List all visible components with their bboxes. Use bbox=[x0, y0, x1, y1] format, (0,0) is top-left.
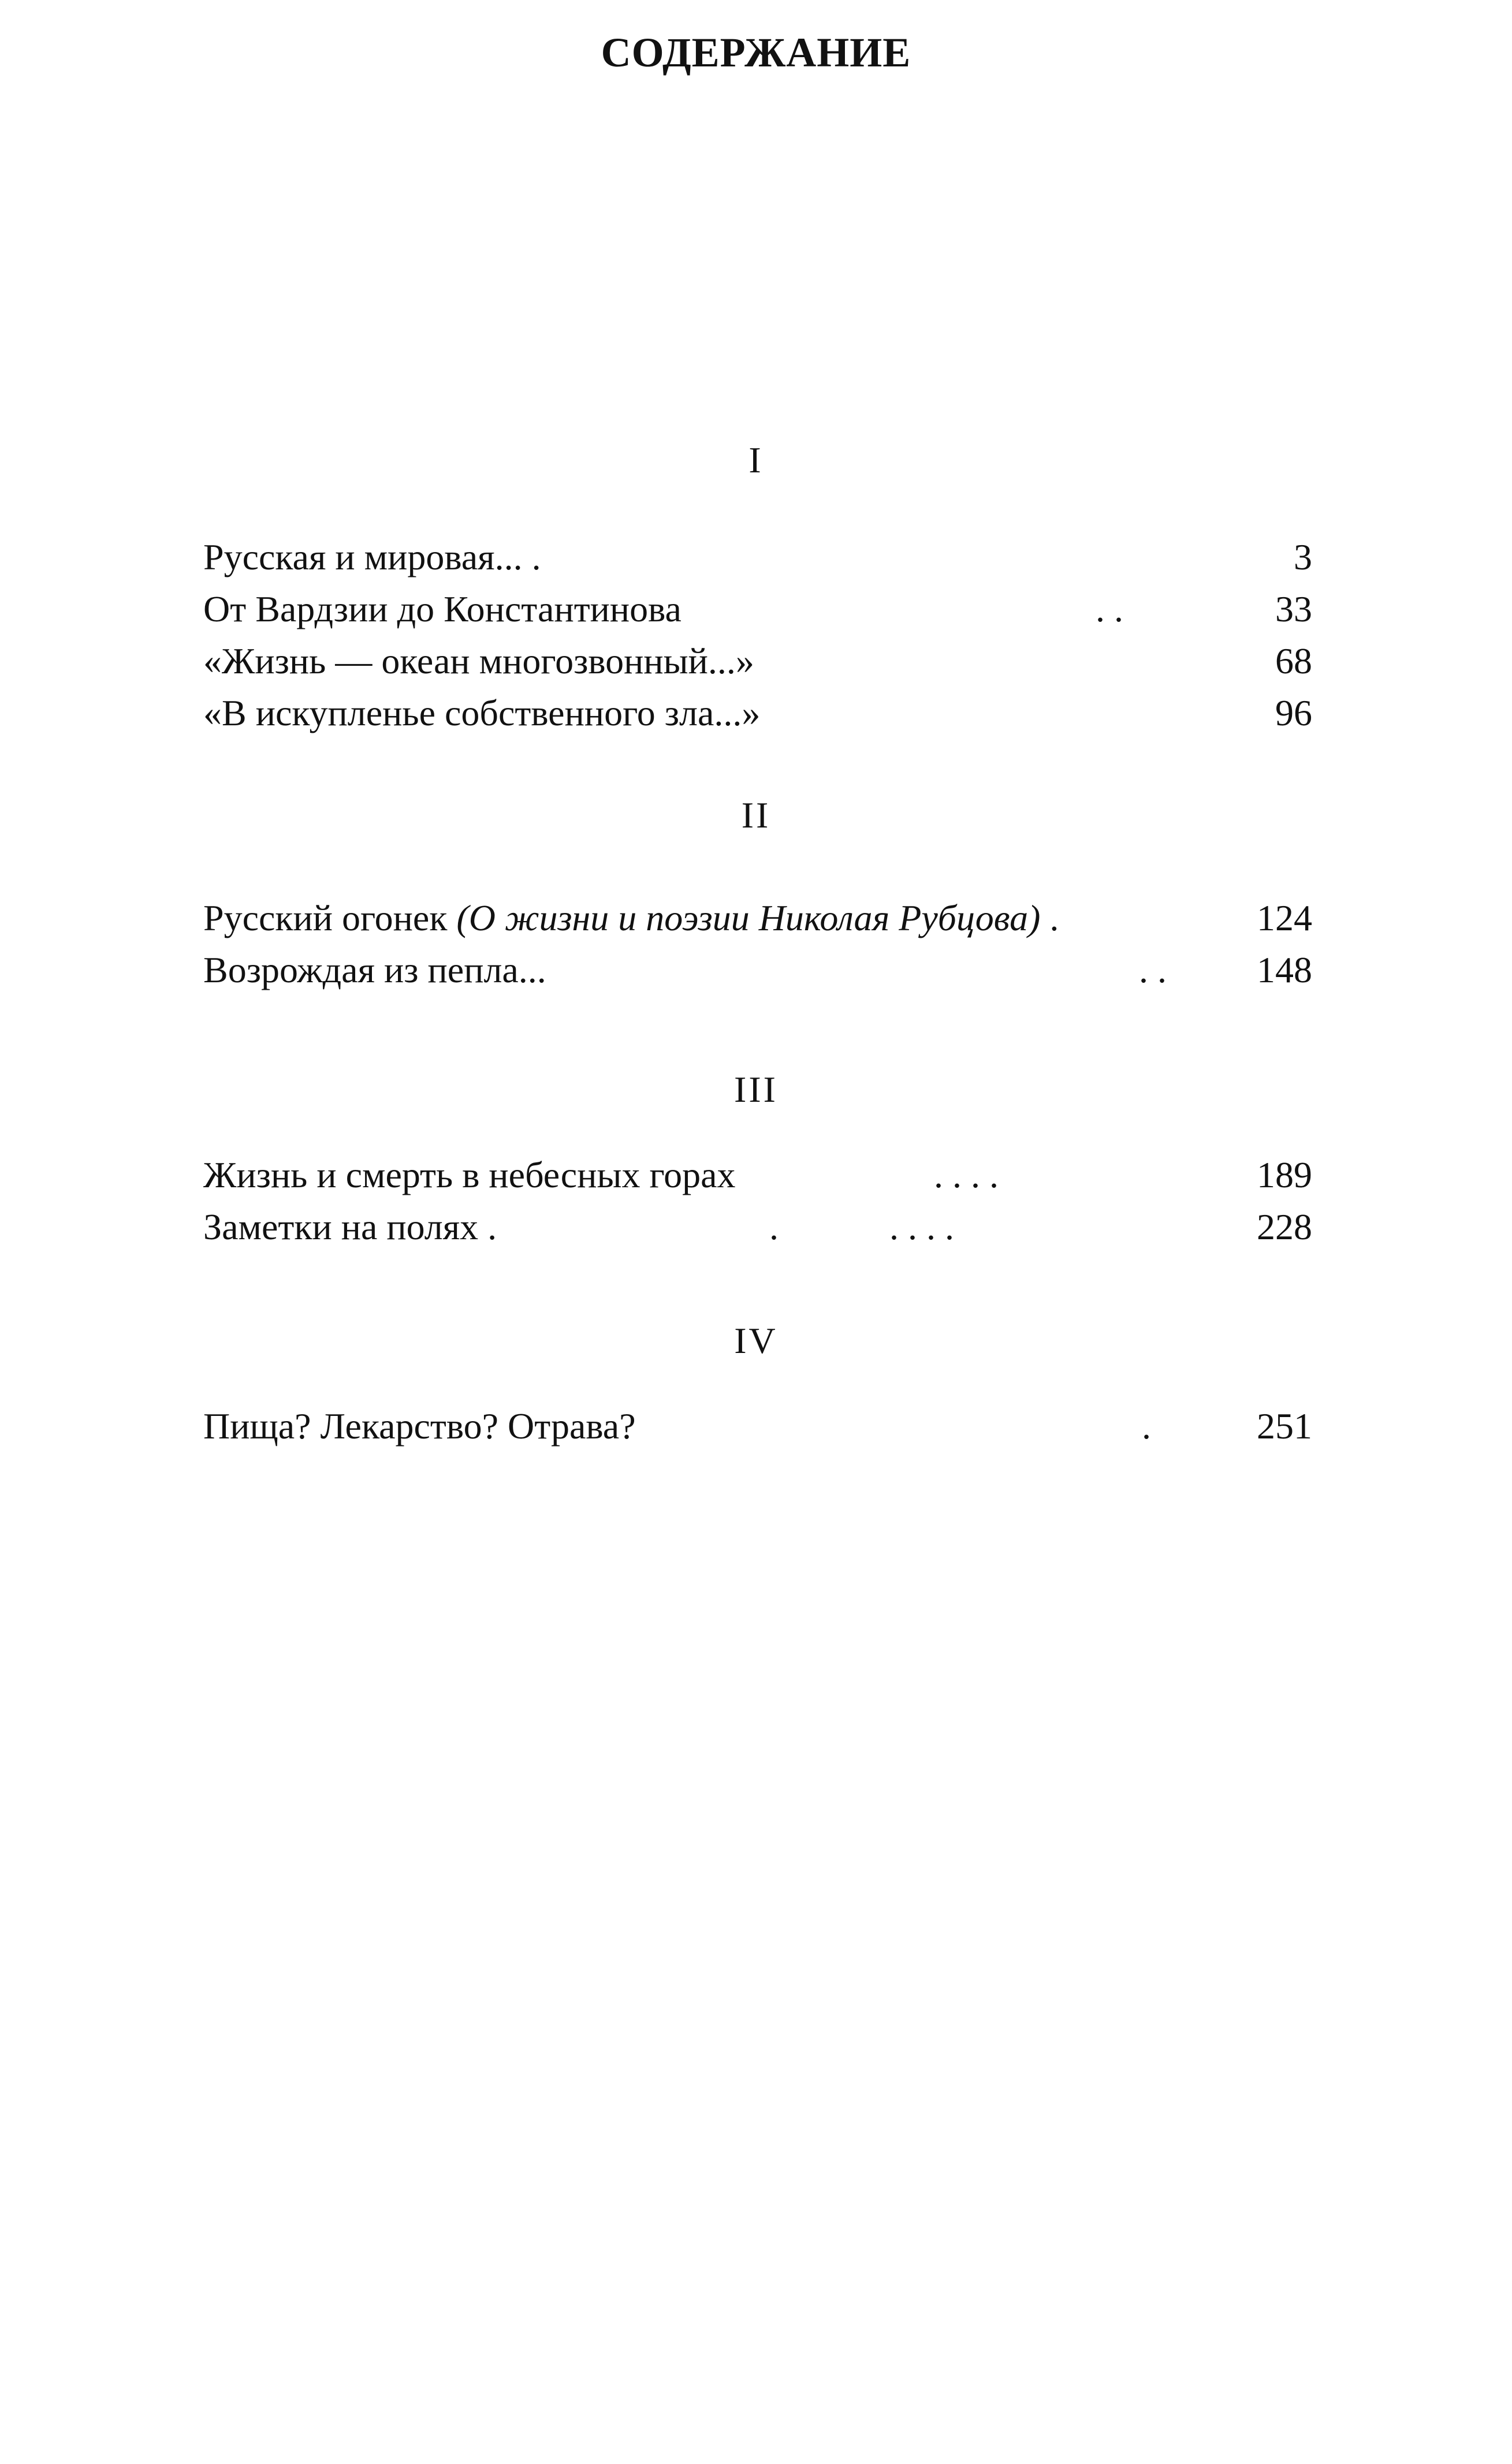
toc-entry-page: 96 bbox=[1275, 692, 1312, 733]
toc-entry-subtitle: (О жизни и поэзии Николая Рубцова) bbox=[456, 897, 1041, 938]
toc-entry-title: «В искупленье собственного зла...» bbox=[203, 692, 761, 733]
toc-entry-page: 189 bbox=[1257, 1154, 1312, 1195]
toc-entry[interactable] bbox=[203, 531, 1312, 583]
toc-entry-leader: . bbox=[1040, 897, 1059, 938]
toc-entry-page: 148 bbox=[1257, 949, 1312, 990]
toc-entry-title: Русская и мировая... . bbox=[203, 536, 541, 577]
toc-entry[interactable] bbox=[203, 635, 1312, 687]
toc-entry-title: «Жизнь — океан многозвонный...» bbox=[203, 640, 754, 681]
toc-entry-title: Заметки на полях . bbox=[203, 1206, 497, 1247]
toc-entry-leader: . . . . bbox=[934, 1154, 999, 1195]
toc-entry-page: 124 bbox=[1257, 897, 1312, 938]
toc-entry[interactable] bbox=[203, 1201, 1312, 1253]
toc-entry-page: 3 bbox=[1294, 536, 1312, 577]
toc-entry-leader: . . bbox=[1096, 588, 1123, 629]
page-title: СОДЕРЖАНИЕ bbox=[601, 29, 911, 76]
toc-entry-leader: . . . . . bbox=[769, 1206, 954, 1247]
toc-entry-leader: . bbox=[1142, 1406, 1151, 1447]
section-numeral-2: II bbox=[741, 795, 771, 836]
toc-entry[interactable] bbox=[203, 892, 1312, 944]
toc-entry-leader: . . bbox=[1139, 949, 1167, 990]
section-numeral-4: IV bbox=[734, 1320, 778, 1361]
toc-entry-page: 251 bbox=[1257, 1406, 1312, 1447]
toc-entry-title-text: Русский огонек bbox=[203, 897, 457, 938]
toc-entry-title: Пища? Лекарство? Отрава? bbox=[203, 1406, 636, 1447]
toc-entry[interactable] bbox=[203, 1400, 1312, 1452]
section-numeral-1: I bbox=[748, 439, 764, 480]
toc-entry-title: От Вардзии до Константинова bbox=[203, 588, 681, 629]
section-numeral-3: III bbox=[734, 1069, 778, 1110]
toc-entry-title bbox=[203, 892, 1059, 944]
toc-entry[interactable] bbox=[203, 583, 1312, 635]
toc-entry[interactable] bbox=[203, 687, 1312, 739]
toc-entry-title: Жизнь и смерть в небесных горах bbox=[203, 1154, 736, 1195]
toc-entry-title: Возрождая из пепла... bbox=[203, 949, 546, 990]
toc-entry-page: 68 bbox=[1275, 640, 1312, 681]
toc-entry-page: 228 bbox=[1257, 1206, 1312, 1247]
toc-entry[interactable] bbox=[203, 1149, 1312, 1201]
toc-entry[interactable] bbox=[203, 944, 1312, 996]
toc-entry-page: 33 bbox=[1275, 588, 1312, 629]
